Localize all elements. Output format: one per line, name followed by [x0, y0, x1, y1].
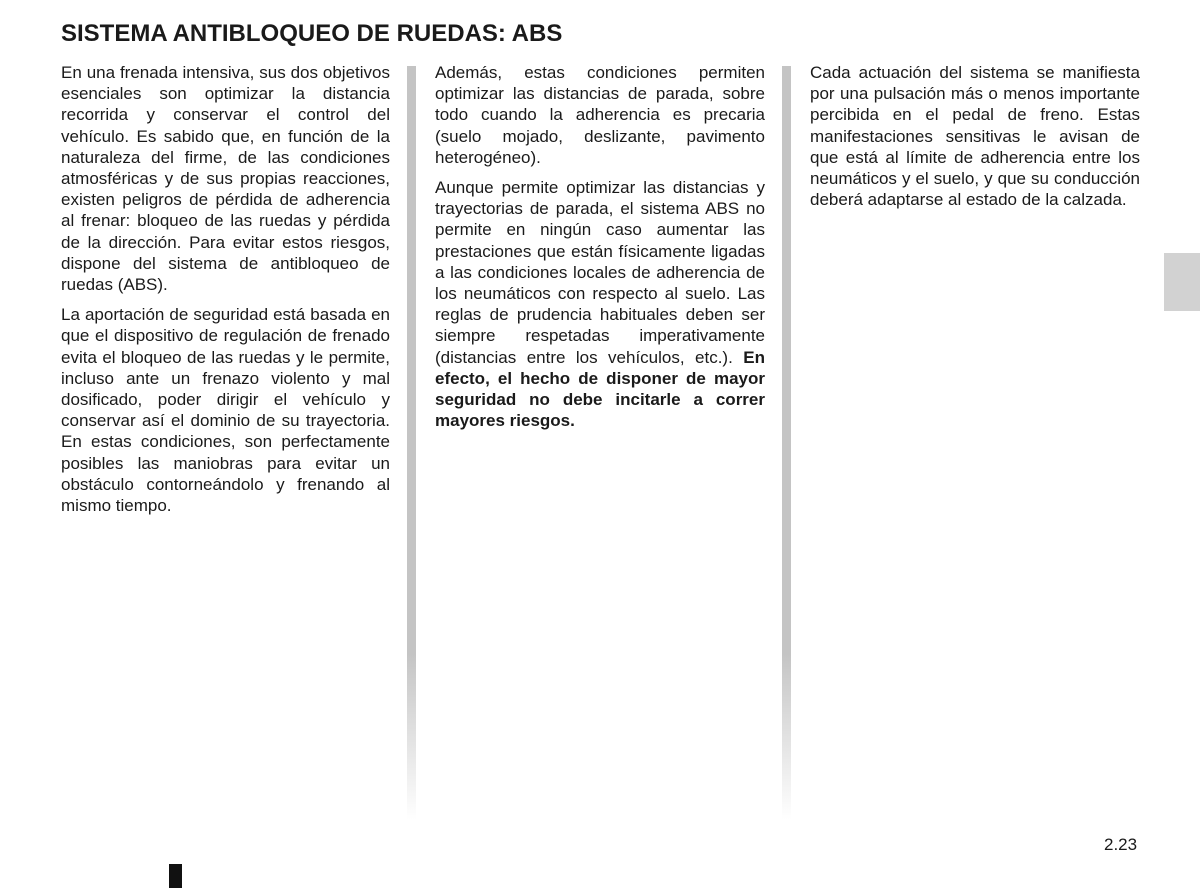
- paragraph-text: Aunque permite optimizar las distancias y trayectorias de parada, el sistema ABS no permite en ningún caso aumentar las prestaciones que están físicamente ligadas a las condiciones locales de adherencia de los neumáticos con respecto al suelo. Las reglas de prudencia habituales deben ser siempre respetadas imperativamente (distancias entre los vehículos, etc.).: [435, 178, 765, 367]
- paragraph: Cada actuación del sistema se manifiesta por una pulsación más o menos importante percibida en el pedal de freno. Estas manifestaciones sensitivas le avisan de que está al límite de adherencia entre los neumáticos y el suelo, y que su conducción deberá adaptarse al estado de la calzada.: [810, 63, 1140, 210]
- section-tab-marker: [1164, 253, 1200, 311]
- paragraph: La aportación de seguridad está basada en que el dispositivo de regulación de frenado evita el bloqueo de las ruedas y le permite, incluso ante un frenazo violento y mal dosificado, poder dirigir el vehículo y conservar así el dominio de su trayectoria. En estas condiciones, son perfectamente posibles las maniobras para evitar un obstáculo contorneándolo y frenando al mismo tiempo.: [61, 305, 390, 516]
- paragraph-with-warning: [435, 177, 765, 431]
- text-column-left: [61, 62, 390, 525]
- text-column-middle: [435, 62, 765, 440]
- column-divider: [407, 66, 416, 820]
- page-title: SISTEMA ANTIBLOQUEO DE RUEDAS: ABS: [61, 20, 563, 47]
- paragraph: En una frenada intensiva, sus dos objetivos esenciales son optimizar la distancia recorrida y conservar el control del vehículo. Es sabido que, en función de la naturaleza del firme, de las condiciones atmosféricas y de sus propias reacciones, existen peligros de pérdida de adherencia al frenar: bloqueo de las ruedas y pérdida de la dirección. Para evitar estos riesgos, dispone del sistema de antibloqueo de ruedas (ABS).: [61, 63, 390, 295]
- column-divider: [782, 66, 791, 820]
- paragraph: Además, estas condiciones permiten optimizar las distancias de parada, sobre todo cuando la adherencia es precaria (suelo mojado, deslizante, pavimento heterogéneo).: [435, 63, 765, 167]
- text-column-right: [810, 62, 1140, 219]
- warning-bold-text: En efecto, el hecho de disponer de mayor seguridad no debe incitarle a correr mayores riesgos.: [435, 347, 765, 431]
- page-number: 2.23: [1104, 835, 1138, 854]
- print-crop-mark: [169, 864, 182, 888]
